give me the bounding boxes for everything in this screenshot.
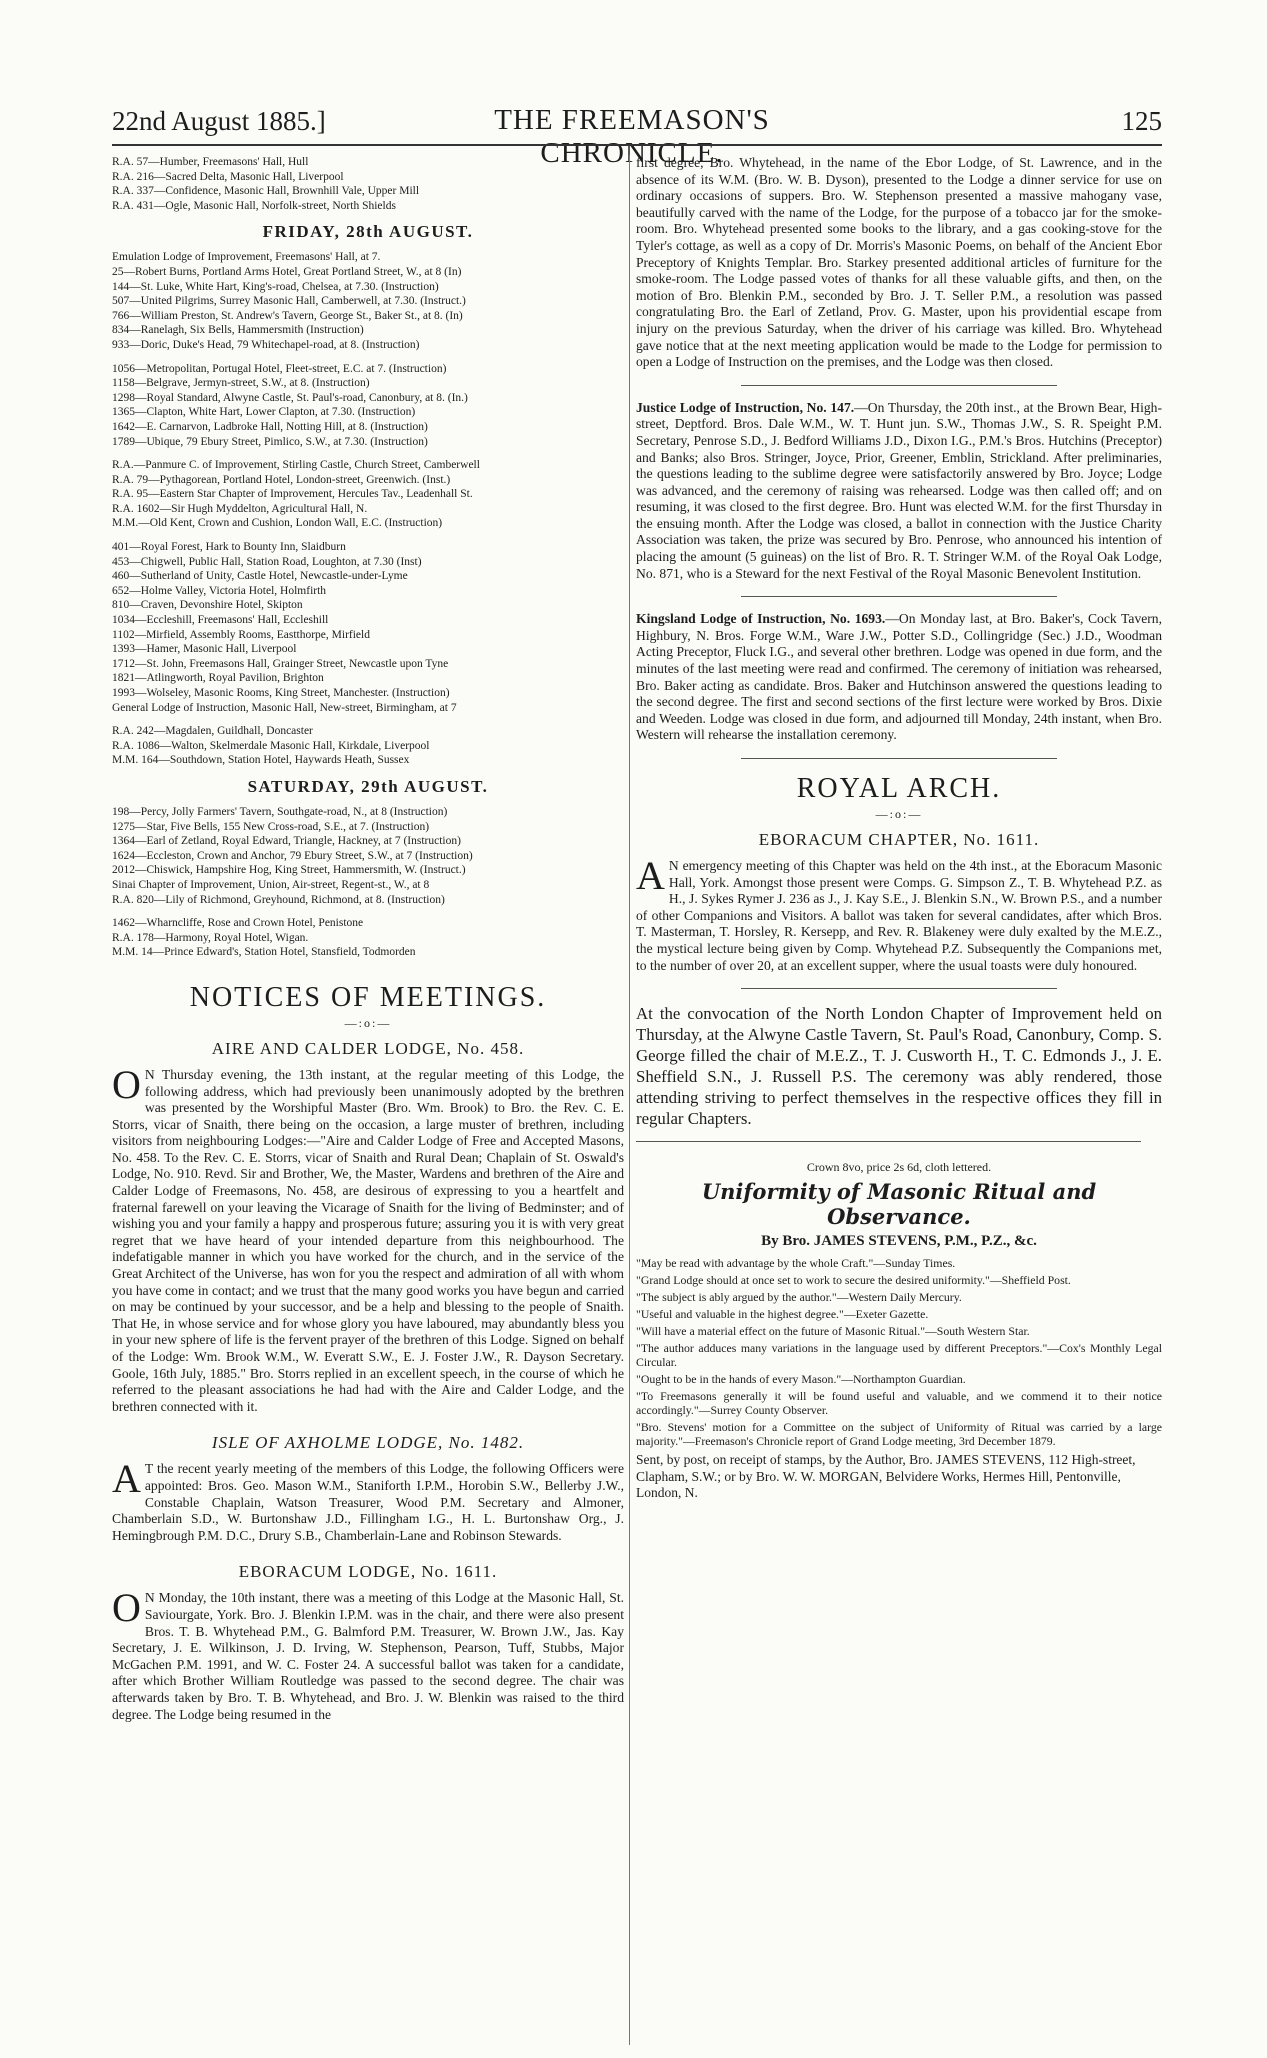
eboracum-lodge-text: N Monday, the 10th instant, there was a meeting of this Lodge at the Masonic Hall, St. Saviourgate, York. Bro. J. Blenkin I.P.M. was in the chair, and there were also present Bros. T. B. Whytehead P.M., G. Balmford P.M. Treasurer, W. Brown J.W., Jas. Kay Secretary, J. E. Wilkinson, J. D. Irving, W. Stephenson, Pearson, Tuff, Stubbs, Major McGachen P.M. 1991, and W. C. Foster 24. A successful ballot was taken for a candidate, after which Brother William Routledge was passed to the second degree. The chair was afterwards taken by Bro. T. B. Whytehead, and Bro. J. W. Blenkin was raised to the third degree. The Lodge being resumed in the [112,1590,624,1722]
left-column [112,155,624,1723]
list-item: 25—Robert Burns, Portland Arms Hotel, Great Portland Street, W., at 8 (In) [112,265,462,278]
ad-book-title: Uniformity of Masonic Ritual and Observance. [701,1179,1097,1230]
list-item: "May be read with advantage by the whole Craft."—Sunday Times. [636,1256,956,1271]
list-item: 766—William Preston, St. Andrew's Tavern, George St., Baker St., at 8. (In) [112,309,463,322]
drop-cap: A [112,1456,141,1502]
saturday-list-2 [112,916,624,960]
list-item: 2012—Chiswick, Hampshire Hog, King Street, Hammersmith, W. (Instruct.) [112,864,466,877]
list-item: "Will have a material effect on the future of Masonic Ritual."—South Western Star. [636,1324,1030,1339]
list-item: R.A.—Panmure C. of Improvement, Stirling Castle, Church Street, Camberwell [112,459,480,472]
aire-calder-article [112,1061,624,1415]
saturday-heading: SATURDAY, 29th AUGUST. [247,776,489,796]
ad-quotes [636,1256,1162,1448]
thursday-tail-list [112,155,624,213]
eboracum-continued-text: first degree, Bro. Whytehead, in the name of the Ebor Lodge, of St. Lawrence, and in the absence of its W.M. (Bro. W. B. Dyson), presented to the Lodge a dinner service for use on ordinary occasions of suppers. Bro. W. Stephenson presented a massive mahogany vase, beautifully carved with the name of the Lodge, for the purpose of a tobacco jar for the smoke-room. Bro. Whytehead presented some books to the library, and a gas cooking-stove for the Tyler's cottage, as well as a copy of Dr. Morris's Masonic Poems, on behalf of the Ancient Ebor Preceptory of Knights Templar. Bro. Starkey presented additional articles of furniture for the smoke-room. The Lodge passed votes of thanks for all these valuable gifts, and then, on the motion of Bro. Blenkin P.M., seconded by Bro. J. T. Seller P.M., a resolution was passed congratulating Bro. the Earl of Zetland, Prov. G. Master, upon his providential escape from injury on the previous Saturday, when the driver of his carriage was killed. Bro. Whytehead gave notice that at the next meeting application would be made to the Lodge for permission to open a Lodge of Instruction on the premises, and the Lodge was then closed. [636,155,1162,370]
list-item: 652—Holme Valley, Victoria Hotel, Holmfirth [112,584,327,597]
list-item: 1365—Clapton, White Hart, Lower Clapton, at 7.30. (Instruction) [112,406,416,419]
list-item: 1821—Atlingworth, Royal Pavilion, Brighton [112,672,324,685]
ad-author-line: By Bro. JAMES STEVENS, P.M., P.Z., &c. [761,1233,1037,1250]
list-item: "Useful and valuable in the highest degree."—Exeter Gazette. [636,1307,929,1322]
list-item: General Lodge of Instruction, Masonic Hall, New-street, Birmingham, at 7 [112,701,457,714]
friday-list-1 [112,250,624,352]
list-item: "Ought to be in the hands of every Mason."—Northampton Guardian. [636,1372,966,1387]
kingsland-lodge-text: —On Monday last, at Bro. Baker's, Cock Tavern, Highbury, N. Bros. Forge W.M., Ware J.W., Potter S.D., Collingridge (Sec.) J.D., Woodman Acting Preceptor, Fluck I.G., and several other brethren. Lodge was opened in due form, and the minutes of the last meeting were read and confirmed. The ceremony of initiation was rehearsed, Bro. Baker acting as candidate. Bros. Baker and Hutchinson answered the questions leading to the second degree. The first and second sections of the first lecture were worked by Bros. Dixie and Weeden. Lodge was closed in due form, and adjourned till Monday, 24th instant, when Bro. Western will rehearse the installation ceremony. [636,611,1162,743]
friday-list-5 [112,724,624,768]
issue-date: 22nd August 1885.] [112,106,326,136]
list-item: 1364—Earl of Zetland, Royal Edward, Triangle, Hackney, at 7 (Instruction) [112,835,461,848]
eboracum-chapter-text: N emergency meeting of this Chapter was held on the 4th inst., at the Eboracum Masonic Hall, York. Amongst those present were Comps. G. Simpson Z., T. B. Whytehead P.Z. as H., J. Sykes Rymer J. 236 as J., J. Kay S.E., J. Blenkin S.N., W. Brown P.S., and a number of other Companions and Visitors. A ballot was taken for several candidates, after which Bros. T. Masterman, T. Horsley, R. Kersepp, and Rev. R. Blakeney were duly exalted by the M.E.Z., the mystical lecture being given by Comp. Whytehead P.Z. Subsequently the Companions met, to the number of over 20, at an excellent supper, where the usual toasts were duly honoured. [636,858,1162,973]
section-rule [741,988,1057,989]
aire-calder-text: N Thursday evening, the 13th instant, at the regular meeting of this Lodge, the following address, which had previously been unanimously adopted by the brethren was presented by the Worshipful Master (Bro. Wm. Brook) to Bro. the Rev. C. E. Storrs, vicar of Snaith, there being on the occasion, a large muster of brethren, including visitors from neighbouring Lodges:—"Aire and Calder Lodge of Free and Accepted Masons, No. 458. To the Rev. C. E. Storrs, vicar of Snaith and Rural Dean; Chaplain of St. Oswald's Lodge, No. 910. Revd. Sir and Brother, We, the Master, Wardens and brethren of the Aire and Calder Lodge of Freemasons, No. 458, are desirous of expressing to you a heartfelt and fraternal farewell on your leaving the Vicarage of Snaith for the living of Bedminster; and of wishing you and your family a happy and prosperous future; assuring you it is with very great regret that we have heard of your intended departure from this neighbourhood. The indefatigable manner in which you have worked for the church, and in the service of the Great Architect of the Universe, has won for you the respect and admiration of all with whom you have come in contact; and we trust that the many good works you have begun and carried on may be continued by your successor, and be a help and blessing to the people of Snaith. That He, in whose service and for whose glory you have laboured, may abundantly bless you in your new sphere of life is the fervent prayer of the brethren of this Lodge. Signed on behalf of the Lodge: Wm. Brook W.M., W. Everatt S.W., E. J. Foster J.W., R. Dayson Secretary. Goole, 16th July, 1885." Bro. Storrs replied in an excellent speech, in the course of which he referred to the pleasant associations he had had with the Aire and Calder Lodge, and the brethren connected with it. [112,1066,624,1414]
list-item: 1393—Hamer, Masonic Hall, Liverpool [112,643,297,656]
right-column [636,155,1162,1502]
header-rule [112,144,1162,146]
list-item: M.M. 164—Southdown, Station Hotel, Haywards Heath, Sussex [112,754,410,767]
section-rule [741,758,1057,759]
column-divider [629,155,630,2045]
list-item: 1789—Ubique, 79 Ebury Street, Pimlico, S.W., at 7.30. (Instruction) [112,435,428,448]
section-rule [741,385,1057,386]
list-item: R.A. 216—Sacred Delta, Masonic Hall, Liverpool [112,170,344,183]
friday-list-2 [112,362,624,450]
axholme-heading: ISLE OF AXHOLME LODGE, No. 1482. [211,1433,525,1453]
list-item: 460—Sutherland of Unity, Castle Hotel, Newcastle-under-Lyme [112,570,408,583]
list-item: 1158—Belgrave, Jermyn-street, S.W., at 8. (Instruction) [112,377,370,390]
friday-heading: FRIDAY, 28th AUGUST. [262,222,474,242]
page-number: 125 [1121,106,1162,136]
list-item: 834—Ranelagh, Six Bells, Hammersmith (Instruction) [112,324,364,337]
section-rule [741,596,1057,597]
list-item: "The author adduces many variations in the language used by different Preceptors."—Cox's Monthly Legal Circular. [636,1341,1162,1370]
list-item: 453—Chigwell, Public Hall, Station Road, Loughton, at 7.30 (Inst) [112,555,422,568]
list-item: M.M. 14—Prince Edward's, Station Hotel, Stansfield, Todmorden [112,946,416,959]
book-advertisement [636,1160,1162,1502]
justice-lodge-heading: Justice Lodge of Instruction, No. 147. [636,399,855,415]
aire-calder-heading: AIRE AND CALDER LODGE, No. 458. [211,1038,525,1058]
notices-ornament: —:o:— [344,1015,392,1030]
eboracum-chapter-article [636,853,1162,974]
list-item: 810—Craven, Devonshire Hotel, Skipton [112,599,303,612]
kingsland-lodge-article [636,611,1162,744]
kingsland-lodge-heading: Kingsland Lodge of Instruction, No. 1693. [636,611,886,627]
justice-lodge-article [636,400,1162,583]
list-item: 1712—St. John, Freemasons Hall, Grainger Street, Newcastle upon Tyne [112,657,449,670]
list-item: 1102—Mirfield, Assembly Rooms, Eastthorpe, Mirfield [112,628,370,641]
list-item: "Grand Lodge should at once set to work to secure the desired uniformity."—Sheffield Post. [636,1273,1071,1288]
list-item: R.A. 178—Harmony, Royal Hotel, Wigan. [112,931,309,944]
axholme-article [112,1456,624,1544]
list-item: R.A. 820—Lily of Richmond, Greyhound, Richmond, at 8. (Instruction) [112,893,445,906]
list-item: 1462—Wharncliffe, Rose and Crown Hotel, Penistone [112,917,364,930]
list-item: 1298—Royal Standard, Alwyne Castle, St. Paul's-road, Canonbury, at 8. (In.) [112,391,468,404]
section-rule [636,1141,1141,1142]
list-item: 1034—Eccleshill, Freemasons' Hall, Eccleshill [112,614,329,627]
ad-edition-line: Crown 8vo, price 2s 6d, cloth lettered. [806,1160,992,1175]
list-item: 933—Doric, Duke's Head, 79 Whitechapel-road, at 8. (Instruction) [112,338,420,351]
justice-lodge-text: —On Thursday, the 20th inst., at the Brown Bear, High-street, Deptford. Bros. Dale W.M., W. T. Hunt jun. S.W., Thomas J.W., S. R. Speight P.M. Secretary, Penrose S.D., J. Bedford Williams J.D., Dixon I.G., P.M.'s Bros. Hutchins (Preceptor) and Banks; also Bros. Stringer, Joyce, Prior, Greener, Emblin, Strickland. After preliminaries, the questions leading to the sublime degree were satisfactorily answered by Bro. Joyce; Lodge was advanced, and the ceremony of raising was rehearsed. Lodge was then called off; and on resuming, it was closed to the first degree. Bro. Hunt was elected W.M. for the first Thursday in the ensuing month. After the Lodge was closed, a ballot in connection with the Justice Charity Association was taken, the prize was secured by Bro. Penrose, who announced his intention of placing the amount (5 guineas) on the list of Bro. R. T. Stringer W.M. of the Royal Oak Lodge, No. 871, who is a Steward for the next Festival of the Royal Masonic Benevolent Institution. [636,399,1162,581]
royal-arch-ornament: —:o:— [875,807,923,821]
friday-list-4 [112,540,624,715]
list-item: 401—Royal Forest, Hark to Bounty Inn, Slaidburn [112,541,346,554]
list-item: R.A. 1602—Sir Hugh Myddelton, Agricultural Hall, N. [112,502,368,515]
masthead-title: THE FREEMASON'S CHRONICLE. [494,104,770,169]
list-item: R.A. 242—Magdalen, Guildhall, Doncaster [112,725,313,738]
list-item: R.A. 431—Ogle, Masonic Hall, Norfolk-street, North Shields [112,199,396,212]
list-item: Emulation Lodge of Improvement, Freemasons' Hall, at 7. [112,251,381,264]
notices-heading: NOTICES OF MEETINGS. [189,981,547,1013]
list-item: R.A. 1086—Walton, Skelmerdale Masonic Hall, Kirkdale, Liverpool [112,739,430,752]
list-item: R.A. 95—Eastern Star Chapter of Improvement, Hercules Tav., Leadenhall St. [112,488,473,501]
drop-cap: A [636,853,665,898]
drop-cap: O [112,1061,141,1107]
list-item: "The subject is ably argued by the author."—Western Daily Mercury. [636,1290,962,1305]
list-item: 1275—Star, Five Bells, 155 New Cross-road, S.E., at 7. (Instruction) [112,820,430,833]
list-item: "To Freemasons generally it will be found useful and valuable, and we commend it to their notice accordingly."—Surrey County Observer. [636,1389,1162,1418]
royal-arch-heading: ROYAL ARCH. [796,773,1002,804]
convocation-notice: At the convocation of the North London Chapter of Improvement held on Thursday, at the Alwyne Castle Tavern, St. Paul's Road, Canonbury, Comp. S. George filled the chair of M.E.Z., T. J. Cusworth H., T. C. Edmonds J., J. E. Sheffield S.N., J. Russell P.S. The ceremony was ably rendered, those attending striving to perfect themselves in the respective offices they fill in regular Chapters. [636,1004,1162,1129]
list-item: 1642—E. Carnarvon, Ladbroke Hall, Notting Hill, at 8. (Instruction) [112,420,428,433]
ad-ordering-info: Sent, by post, on receipt of stamps, by the Author, Bro. JAMES STEVENS, 112 High-street, Clapham, S.W.; or by Bro. W. W. MORGAN, Belvidere Works, Hermes Hill, Pentonville, London, N. [636,1452,1136,1501]
eboracum-chapter-heading: EBORACUM CHAPTER, No. 1611. [758,830,1040,849]
list-item: R.A. 79—Pythagorean, Portland Hotel, London-street, Greenwich. (Inst.) [112,473,451,486]
list-item: Sinai Chapter of Improvement, Union, Air-street, Regent-st., W., at 8 [112,878,430,891]
axholme-text: T the recent yearly meeting of the members of this Lodge, the following Officers were appointed: Bros. Geo. Mason W.M., Staniforth I.P.M., Horobin S.W., Bellerby J.W., Constable Chaplain, Watson Treasurer, Wood P.M. Secretary and Almoner, Chamberlain S.D., W. Burtonshaw J.D., Fillingham I.G., H. L. Burtonshaw Org., J. Hemingbrough P.M. D.C., Drury S.B., Chamberlain-Lane and Robinson Stewards. [112,1461,624,1543]
drop-cap: O [112,1585,141,1631]
list-item: 1993—Wolseley, Masonic Rooms, King Street, Manchester. (Instruction) [112,687,450,699]
list-item: R.A. 57—Humber, Freemasons' Hall, Hull [112,156,309,168]
list-item: 198—Percy, Jolly Farmers' Tavern, Southgate-road, N., at 8 (Instruction) [112,805,448,818]
list-item: R.A. 337—Confidence, Masonic Hall, Brownhill Vale, Upper Mill [112,185,420,198]
list-item: 507—United Pilgrims, Surrey Masonic Hall, Camberwell, at 7.30. (Instruct.) [112,295,466,308]
list-item: 144—St. Luke, White Hart, King's-road, Chelsea, at 7.30. (Instruction) [112,280,439,293]
saturday-list-1 [112,805,624,907]
list-item: M.M.—Old Kent, Crown and Cushion, London Wall, E.C. (Instruction) [112,517,443,530]
friday-list-3 [112,458,624,531]
list-item: 1056—Metropolitan, Portugal Hotel, Fleet-street, E.C. at 7. (Instruction) [112,362,447,375]
list-item: 1624—Eccleston, Crown and Anchor, 79 Ebury Street, S.W., at 7 (Instruction) [112,849,473,862]
eboracum-lodge-heading: EBORACUM LODGE, No. 1611. [238,1562,498,1582]
list-item: "Bro. Stevens' motion for a Committee on the subject of Uniformity of Ritual was carried by a large majority."—Freemason's Chronicle report of Grand Lodge meeting, 3rd December 1879. [636,1420,1162,1449]
eboracum-lodge-article [112,1585,624,1723]
